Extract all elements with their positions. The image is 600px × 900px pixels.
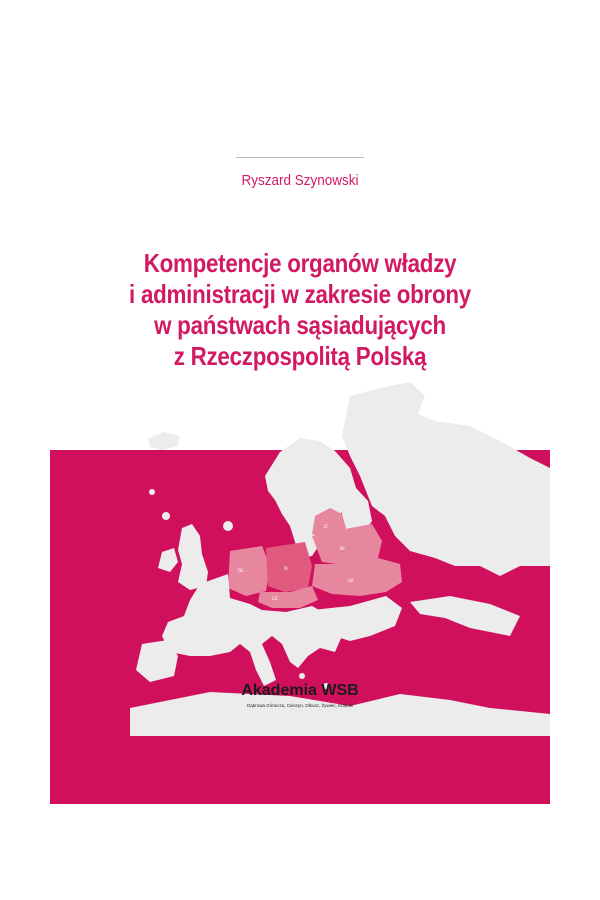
- map-turkey: [375, 628, 460, 654]
- map-ukraine: [312, 558, 402, 596]
- book-cover: [50, 96, 550, 804]
- author-name: Ryszard Szynowski: [241, 172, 359, 189]
- map-ireland: [158, 548, 178, 572]
- map-iberia: [136, 640, 178, 682]
- title-line: w państwach sąsiadujących: [154, 310, 446, 340]
- map-island: [299, 673, 305, 679]
- publisher-name: Akademia WSB: [241, 682, 359, 699]
- author-divider: [236, 157, 364, 158]
- title-line: i administracji w zakresie obrony: [129, 279, 471, 309]
- map-label-cz: CZ: [272, 596, 278, 601]
- map-great-britain: [178, 524, 208, 590]
- map-island: [162, 512, 170, 520]
- map-label-ua: UA: [348, 578, 354, 583]
- map-poland: [266, 542, 312, 592]
- map-germany: [228, 546, 270, 596]
- title-line: z Rzeczpospolitą Polską: [173, 341, 427, 371]
- book-title: [50, 248, 550, 372]
- bottom-magenta-band: [50, 736, 550, 804]
- map-island: [223, 521, 233, 531]
- map-label-lt: LT: [324, 524, 329, 529]
- map-label-pl: PL: [284, 566, 289, 571]
- map-label-by: BY: [340, 546, 345, 551]
- publisher-locations: Dąbrowa Górnicza, Cieszyn, Olkusz, Żywiec, Kraków: [246, 703, 354, 708]
- title-line: Kompetencje organów władzy: [143, 248, 457, 278]
- map-label-de: DE: [238, 568, 244, 573]
- map-iceland: [148, 432, 180, 450]
- map-island: [149, 489, 155, 495]
